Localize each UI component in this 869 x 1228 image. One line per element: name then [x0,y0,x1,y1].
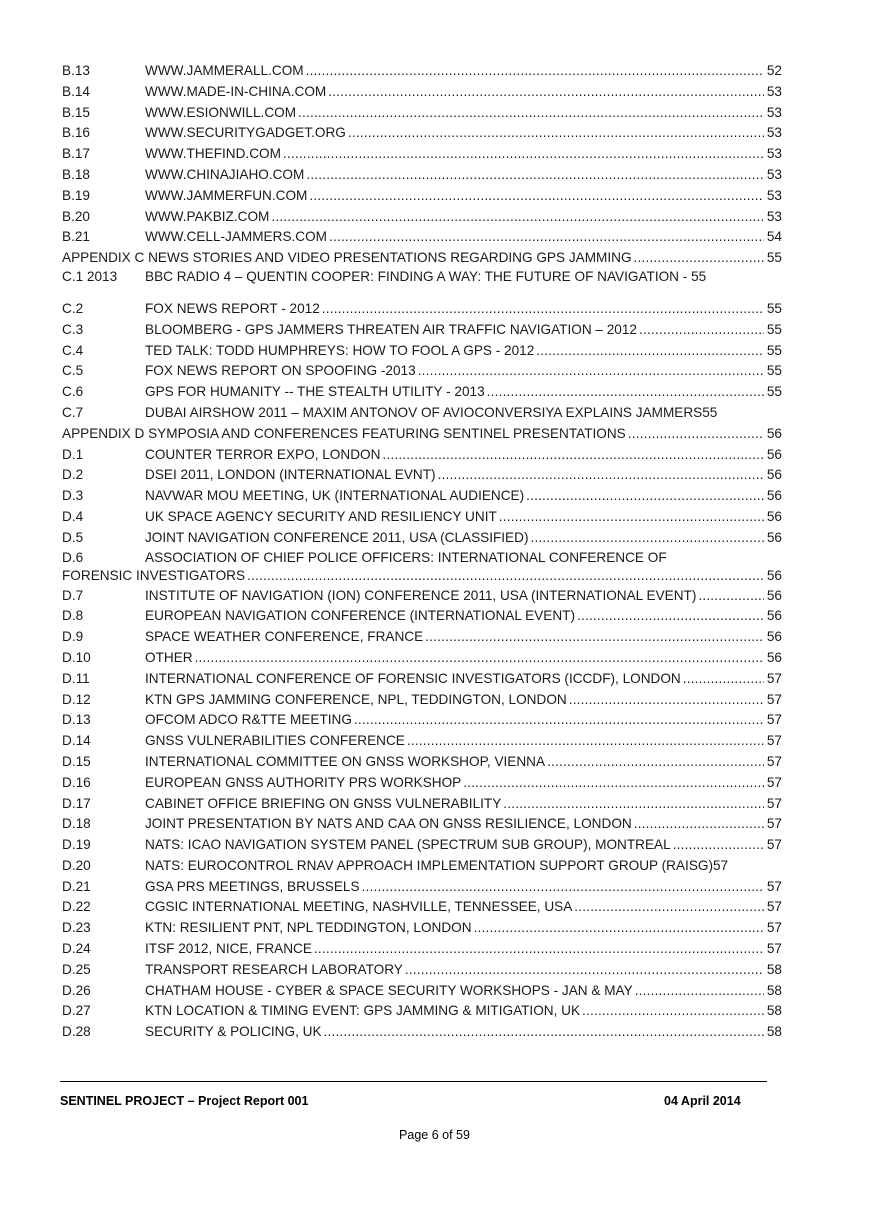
toc-entry-leader [463,773,766,794]
toc-entry-leader [314,939,766,960]
toc-entry-title: GSA PRS MEETINGS, BRUSSELS [145,877,362,898]
footer-divider [60,1081,767,1082]
toc-entry-leader [634,248,766,269]
toc-entry-page: 56 [764,445,782,466]
toc-entry-number: D.2 [62,467,84,483]
toc-entry-title: TRANSPORT RESEARCH LABORATORY [145,960,405,981]
toc-entry-title: INSTITUTE OF NAVIGATION (ION) CONFERENCE 2011, USA (INTERNATIONAL EVENT) [145,586,698,607]
toc-entry[interactable] [62,207,782,228]
toc-entry-page: 57 [764,939,782,960]
toc-entry-number: D.9 [62,629,84,645]
toc-entry-leader [673,835,766,856]
toc-entry-leader [634,814,766,835]
toc-entry-page: 57 [764,794,782,815]
toc-entry-number: C.5 [62,363,84,379]
toc-entry[interactable] [62,403,782,424]
toc-entry-number: C.4 [62,342,84,358]
toc-entry[interactable] [62,939,782,960]
toc-entry-number: D.28 [62,1024,91,1040]
toc-entry[interactable] [62,341,782,362]
toc-entry[interactable] [62,507,782,528]
toc-entry-title: APPENDIX C NEWS STORIES AND VIDEO PRESENTATIONS REGARDING GPS JAMMING [62,248,634,269]
toc-entry[interactable] [62,835,782,856]
toc-entry[interactable] [62,752,782,773]
toc-entry-title: GPS FOR HUMANITY -- THE STEALTH UTILITY - 2013 [145,382,487,403]
toc-entry-number: D.11 [62,670,90,686]
toc-entry-title: COUNTER TERROR EXPO, LONDON [145,445,382,466]
toc-entry-leader [628,424,766,445]
toc-entry-title: OTHER [145,648,195,669]
toc-entry-title: WWW.MADE-IN-CHINA.COM [145,82,328,103]
toc-entry[interactable] [62,814,782,835]
toc-entry-number: C.1 2013 [62,268,118,284]
toc-entry-page: 53 [764,123,782,144]
toc-entry-number: C.2 [62,300,84,316]
toc-entry-leader [348,123,766,144]
page-number: Page 6 of 59 [399,1128,470,1142]
toc-entry-number: D.3 [62,488,84,504]
toc-entry-page: 53 [764,207,782,228]
toc-entry-page: 57 [764,918,782,939]
toc-entry-page: 55 [764,361,782,382]
toc-entry-page: 58 [764,1022,782,1043]
toc-entry-number: D.23 [62,920,91,936]
toc-entry-number: D.6 [62,549,84,565]
toc-entry[interactable] [62,123,782,144]
toc-entry-leader [698,586,766,607]
toc-entry[interactable] [62,1022,782,1043]
toc-entry-leader [354,710,766,731]
toc-entry[interactable] [62,586,782,607]
toc-entry-title: CHATHAM HOUSE - CYBER & SPACE SECURITY WORKSHOPS - JAN & MAY [145,981,635,1002]
toc-entry-number: D.24 [62,941,91,957]
toc-entry-title-continued: FORENSIC INVESTIGATORS [62,567,246,583]
toc-entry-page: 57 [764,897,782,918]
toc-entry-page: 57 [764,752,782,773]
toc-entry[interactable] [62,82,782,103]
toc-entry-title: SECURITY & POLICING, UK [145,1022,324,1043]
toc-entry-number: D.22 [62,899,91,915]
toc-entry-number: D.18 [62,816,91,832]
toc-entry-leader [574,897,766,918]
toc-entry[interactable] [62,690,782,711]
toc-entry-leader [577,606,766,627]
toc-entry-number: D.25 [62,961,91,977]
toc-entry[interactable] [62,227,782,248]
toc-entry-leader [271,207,766,228]
toc-entry-leader [306,61,766,82]
toc-entry-leader [362,877,766,898]
toc-entry[interactable] [62,877,782,898]
toc-entry-number: D.27 [62,1003,91,1019]
toc-entry-number: B.13 [62,63,90,78]
toc-entry[interactable] [62,794,782,815]
toc-entry[interactable] [62,918,782,939]
toc-entry-leader [635,981,766,1002]
toc-entry-page: 57 [764,773,782,794]
toc-entry-leader [298,103,766,124]
toc-entry-title: WWW.PAKBIZ.COM [145,207,271,228]
toc-entry-number: D.16 [62,774,91,790]
toc-entry-leader [536,341,766,362]
toc-entry[interactable] [62,856,782,877]
toc-entry-number: B.19 [62,187,90,203]
toc-entry-title: DUBAI AIRSHOW 2011 – MAXIM ANTONOV OF AVIOCONVERSIYA EXPLAINS JAMMERS55 [145,403,719,424]
toc-entry-number: D.19 [62,837,91,853]
toc-entry-number: D.4 [62,508,84,524]
toc-entry-leader [382,445,766,466]
toc-entry-title: WWW.CELL-JAMMERS.COM [145,227,329,248]
toc-entry-page: 55 [764,299,782,320]
toc-entry-leader [247,567,766,585]
toc-entry-number: B.15 [62,104,90,120]
toc-entry-page: 56 [764,465,782,486]
toc-entry-title: INTERNATIONAL CONFERENCE OF FORENSIC INVESTIGATORS (ICCDF), LONDON [145,669,683,690]
toc-entry-page: 56 [764,486,782,507]
toc-entry-page: 53 [764,144,782,165]
toc-entry-title: BLOOMBERG - GPS JAMMERS THREATEN AIR TRAFFIC NAVIGATION – 2012 [145,320,639,341]
toc-entry-page: 57 [764,877,782,898]
toc-entry-number: D.10 [62,649,91,665]
toc-entry-title: SPACE WEATHER CONFERENCE, FRANCE [145,627,425,648]
toc-entry-number: C.3 [62,321,84,337]
toc-entry-page: 57 [764,814,782,835]
toc-entry-leader [324,1022,766,1043]
toc-entry-title: WWW.JAMMERFUN.COM [145,186,309,207]
toc-entry-leader [474,918,766,939]
toc-entry-title: CGSIC INTERNATIONAL MEETING, NASHVILLE, TENNESSEE, USA [145,897,574,918]
toc-entry-leader [306,165,766,186]
toc-entry-leader [438,465,766,486]
toc-entry-leader [526,486,766,507]
toc-entry[interactable] [62,1001,782,1022]
toc-entry[interactable] [62,320,782,341]
toc-entry-leader [407,731,766,752]
toc-entry[interactable] [62,528,782,549]
toc-entry-title: EUROPEAN NAVIGATION CONFERENCE (INTERNATIONAL EVENT) [145,606,577,627]
toc-entry-page: 55 [764,248,782,269]
toc-entry-title: INTERNATIONAL COMMITTEE ON GNSS WORKSHOP, VIENNA [145,752,547,773]
toc-appendix-c[interactable] [62,248,782,269]
toc-entry-number: B.14 [62,83,90,99]
toc-entry-page: 55 [764,320,782,341]
toc-entry[interactable] [62,144,782,165]
toc-entry-number: D.21 [62,878,91,894]
toc-entry-title: WWW.ESIONWILL.COM [145,103,298,124]
toc-entry[interactable] [62,669,782,690]
toc-entry-page: 58 [764,981,782,1002]
toc-entry-leader [425,627,766,648]
toc-entry-leader [499,507,766,528]
toc-entry-page: 56 [764,567,782,585]
toc-entry-number: D.14 [62,733,91,749]
toc-entry-number: D.20 [62,857,91,873]
toc-entry-page: 57 [764,669,782,690]
toc-entry-title: CABINET OFFICE BRIEFING ON GNSS VULNERABILITY [145,794,503,815]
footer-report-title: SENTINEL PROJECT – Project Report 001 [60,1094,309,1108]
toc-entry-title: UK SPACE AGENCY SECURITY AND RESILIENCY UNIT [145,507,499,528]
toc-entry-title: WWW.SECURITYGADGET.ORG [145,123,348,144]
toc-entry[interactable] [62,549,782,586]
toc-entry-leader [283,144,766,165]
toc-entry[interactable] [62,897,782,918]
toc-entry-number: B.17 [62,146,90,162]
toc-entry[interactable] [62,186,782,207]
toc-entry-title: FOX NEWS REPORT ON SPOOFING -2013 [145,361,418,382]
toc-entry-page: 57 [764,690,782,711]
toc-entry-title: APPENDIX D SYMPOSIA AND CONFERENCES FEATURING SENTINEL PRESENTATIONS [62,424,628,445]
toc-entry-number: C.6 [62,384,84,400]
toc-entry-page: 56 [764,586,782,607]
toc-entry-page: 57 [764,835,782,856]
toc-entry-number: B.18 [62,166,90,182]
toc-entry-page: 53 [764,82,782,103]
toc-entry[interactable] [62,269,782,299]
toc-entry-title: WWW.CHINAJIAHO.COM [145,165,306,186]
toc-entry-number: D.12 [62,691,91,707]
toc-entry-leader [195,648,766,669]
toc-entry[interactable] [62,981,782,1002]
toc-entry-page: 55 [764,382,782,403]
toc-entry-page: 58 [764,960,782,981]
toc-entry-leader [309,186,766,207]
toc-entry[interactable] [62,61,782,82]
toc-entry[interactable] [62,103,782,124]
toc-entry-title: ASSOCIATION OF CHIEF POLICE OFFICERS: INTERNATIONAL CONFERENCE OF [145,549,667,565]
toc-entry-leader [328,82,766,103]
toc-entry-number: B.16 [62,125,90,141]
toc-entry-title: WWW.THEFIND.COM [145,144,283,165]
toc-entry-leader [569,690,766,711]
toc-entry[interactable] [62,731,782,752]
toc-entry[interactable] [62,627,782,648]
toc-entry-leader [683,669,766,690]
toc-entry-title: KTN GPS JAMMING CONFERENCE, NPL, TEDDINGTON, LONDON [145,690,569,711]
toc-entry-title: WWW.JAMMERALL.COM [145,61,306,82]
toc-entry-title: DSEI 2011, LONDON (INTERNATIONAL EVNT) [145,465,438,486]
toc-entry-page: 56 [764,507,782,528]
toc-entry-page: 56 [764,648,782,669]
toc-entry-page: 53 [764,186,782,207]
toc-entry-number: D.17 [62,795,91,811]
toc-entry-leader [329,227,766,248]
toc-entry-number: D.26 [62,982,91,998]
toc-entry-title: BBC RADIO 4 – QUENTIN COOPER: FINDING A WAY: THE FUTURE OF NAVIGATION - 55 [145,268,707,284]
toc-entry[interactable] [62,486,782,507]
toc-entry-title: KTN LOCATION & TIMING EVENT: GPS JAMMING & MITIGATION, UK [145,1001,582,1022]
table-of-contents [62,61,782,1043]
toc-entry-title: NATS: ICAO NAVIGATION SYSTEM PANEL (SPECTRUM SUB GROUP), MONTREAL [145,835,673,856]
toc-entry-page: 56 [764,606,782,627]
toc-entry-title: NATS: EUROCONTROL RNAV APPROACH IMPLEMENTATION SUPPORT GROUP (RAISG)57 [145,856,730,877]
toc-entry-page: 56 [764,528,782,549]
footer-date: 04 April 2014 [664,1094,741,1108]
toc-entry[interactable] [62,165,782,186]
toc-entry-title: JOINT PRESENTATION BY NATS AND CAA ON GNSS RESILIENCE, LONDON [145,814,634,835]
toc-entry-title: ITSF 2012, NICE, FRANCE [145,939,314,960]
toc-entry[interactable] [62,773,782,794]
toc-entry[interactable] [62,382,782,403]
toc-entry-title: TED TALK: TODD HUMPHREYS: HOW TO FOOL A GPS - 2012 [145,341,536,362]
toc-entry-page: 56 [764,627,782,648]
toc-entry[interactable] [62,465,782,486]
toc-entry-title: KTN: RESILIENT PNT, NPL TEDDINGTON, LONDON [145,918,474,939]
toc-entry-number: D.15 [62,753,91,769]
toc-entry-leader [487,382,766,403]
toc-entry[interactable] [62,960,782,981]
toc-entry-page: 53 [764,103,782,124]
toc-entry-page: 57 [764,731,782,752]
toc-entry-number: B.21 [62,229,90,245]
toc-entry-number: D.13 [62,712,91,728]
toc-entry-title: OFCOM ADCO R&TTE MEETING [145,710,354,731]
toc-entry[interactable] [62,606,782,627]
toc-entry-page: 56 [764,424,782,445]
toc-entry-page: 57 [764,710,782,731]
toc-entry-title: NAVWAR MOU MEETING, UK (INTERNATIONAL AUDIENCE) [145,486,526,507]
toc-entry-leader [322,299,766,320]
toc-appendix-d[interactable] [62,424,782,445]
toc-entry-leader [405,960,766,981]
toc-entry[interactable] [62,445,782,466]
toc-entry-leader [639,320,766,341]
toc-entry-page: 53 [764,165,782,186]
toc-entry-title: FOX NEWS REPORT - 2012 [145,299,322,320]
toc-entry-number: D.7 [62,587,84,603]
toc-entry-leader [530,528,766,549]
toc-entry-leader [503,794,766,815]
toc-entry[interactable] [62,648,782,669]
toc-entry-number: D.8 [62,608,84,624]
toc-entry-number: C.7 [62,404,84,420]
toc-entry[interactable] [62,710,782,731]
toc-entry-page: 54 [764,227,782,248]
toc-entry-number: D.5 [62,529,84,545]
toc-entry-title: EUROPEAN GNSS AUTHORITY PRS WORKSHOP [145,773,463,794]
toc-entry-leader [582,1001,766,1022]
toc-entry[interactable] [62,299,782,320]
toc-entry-number: B.20 [62,208,90,224]
toc-entry-page: 58 [764,1001,782,1022]
toc-entry-leader [418,361,766,382]
toc-entry-page: 52 [764,61,782,82]
toc-entry-leader [547,752,766,773]
toc-entry-title: JOINT NAVIGATION CONFERENCE 2011, USA (CLASSIFIED) [145,528,530,549]
toc-entry[interactable] [62,361,782,382]
toc-entry-number: D.1 [62,446,84,462]
toc-entry-title: GNSS VULNERABILITIES CONFERENCE [145,731,407,752]
toc-entry-page: 55 [764,341,782,362]
